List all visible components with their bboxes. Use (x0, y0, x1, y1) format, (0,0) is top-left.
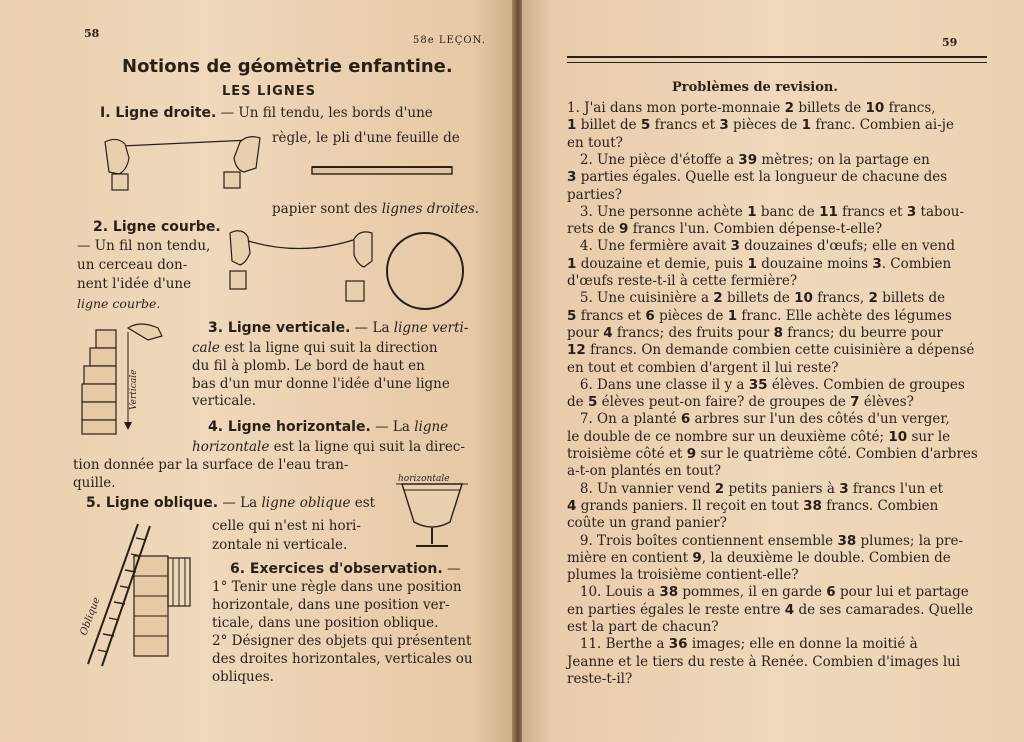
s1-text-1: — Un fil tendu, les bords d'une (220, 105, 433, 121)
problem-text: coûte un grand panier? (567, 515, 727, 532)
s3-text-2b: est la ligne qui suit la direction (219, 340, 438, 356)
s3-heading: 3. Ligne verticale. (208, 320, 351, 336)
problem-line (567, 481, 977, 498)
header-rule-top (567, 56, 987, 58)
problem-text: billets de (794, 100, 866, 116)
problem-text: 2. Une pièce d'étoffe a (567, 151, 739, 168)
problem-text: billets de (877, 290, 946, 307)
s6-line-4: 2° Désigner des objets qui présentent (212, 633, 472, 649)
s5-text-1b: ligne oblique (261, 495, 351, 511)
problem-line (567, 204, 977, 221)
problem-number: 38 (659, 584, 679, 601)
problem-text: rets de (567, 221, 620, 238)
page-number: 58 (84, 27, 100, 40)
problem-text: troisième côté et (567, 446, 687, 462)
s4-text-2a: horizontale (192, 439, 270, 455)
problem-text: francs. Combien (821, 497, 939, 514)
water-glass-illustration (392, 470, 472, 554)
problem-text: sur le quatrième côté. Combien d'arbres (696, 446, 978, 462)
s4-text-1a: — La (370, 419, 415, 435)
problem-line (567, 256, 977, 273)
problem-text: douzaines d'œufs; elle en vend (739, 238, 955, 255)
problem-text: de (567, 394, 588, 411)
s4-line-3: tion donnée par la surface de l'eau tran- (73, 457, 349, 473)
problem-text: franc. Elle achète des légumes (737, 307, 952, 324)
s3-line-3: du fil à plomb. Le bord de haut en (192, 358, 425, 374)
oblique-label: Oblique (78, 595, 103, 638)
problem-text: billets de (722, 290, 795, 307)
problem-line (567, 584, 977, 601)
problem-line (567, 221, 977, 238)
problem-text: 6. Dans une classe il y a (567, 376, 749, 393)
page-title: Notions de géomètrie enfantine. (122, 56, 453, 77)
problem-number: 12 (567, 342, 586, 359)
s2-line-2: un cerceau don- (77, 257, 188, 273)
problem-text: francs, (884, 100, 936, 116)
problem-line (567, 533, 977, 550)
problem-text: reste-t-il? (567, 670, 633, 687)
problem-text: pour lui et partage (835, 584, 969, 601)
s6-line-2: horizontale, dans une position ver- (212, 597, 450, 613)
problem-text: mière en contient (567, 549, 693, 566)
problem-line (567, 117, 977, 134)
problem-number: 2 (713, 290, 723, 307)
problem-number: 8 (773, 324, 784, 341)
problem-number: 4 (567, 497, 577, 514)
problem-text: élèves? (859, 394, 914, 411)
problem-text: francs et (650, 117, 720, 134)
problem-line (567, 446, 977, 463)
problem-number: 9 (686, 446, 697, 462)
s6-line-3: ticale, dans une position oblique. (212, 615, 439, 631)
problem-line (567, 152, 977, 169)
problem-number: 39 (738, 151, 758, 168)
problem-text: tabou- (916, 203, 965, 220)
s3-text-1b: ligne verti- (393, 320, 469, 336)
problem-text: de ses camarades. Quelle (794, 601, 974, 618)
s3-text-1a: — La (350, 320, 394, 336)
problem-line (567, 325, 977, 342)
problem-text: pièces de (728, 117, 802, 134)
problem-line (567, 342, 977, 359)
right-page (522, 0, 1024, 742)
problem-line (567, 411, 977, 428)
problem-text: 9. Trois boîtes contiennent ensemble (567, 532, 838, 549)
problem-line (567, 377, 977, 394)
s1-text-3: papier sont des (272, 201, 382, 217)
problem-number: 3 (567, 169, 577, 186)
problem-number: 38 (803, 497, 822, 514)
s6-line-0 (230, 560, 460, 578)
s3-line-2 (192, 339, 438, 357)
problem-text: francs l'un et (848, 480, 943, 497)
problem-number: 9 (692, 549, 702, 566)
problem-text: Jeanne et le tiers du reste à Renée. Combien d'images lui (567, 653, 961, 670)
problem-number: 5 (567, 307, 577, 324)
problem-text: en parties égales le reste entre (567, 601, 785, 618)
problem-line (567, 498, 977, 515)
problem-number: 3 (730, 238, 740, 255)
problem-line (567, 550, 977, 567)
s6-heading: 6. Exercices d'observation. (230, 561, 443, 577)
problem-text: images; elle en donne la moitié à (687, 636, 918, 653)
problem-line (567, 187, 977, 204)
s1-line-2: règle, le pli d'une feuille de (272, 130, 460, 146)
s5-line-2: celle qui n'est ni hori- (212, 518, 361, 534)
s3-text-2a: cale (192, 340, 220, 356)
problem-text: francs. On demande combien cette cuisinière a dépensé (585, 342, 975, 359)
problem-text: a-t-on plantés en tout? (567, 463, 721, 480)
problem-line (567, 463, 977, 480)
s6-dash: — (442, 561, 461, 577)
s4-text-1b: ligne (414, 419, 449, 435)
problem-text: en tout? (567, 134, 623, 151)
problem-line (567, 360, 977, 377)
s4-line-2 (192, 438, 465, 456)
problem-text: mètres; on la partage en (757, 151, 930, 168)
problem-text: parties? (567, 186, 623, 203)
taut-string-illustration (100, 130, 270, 200)
problem-text: grands paniers. Il reçoit en tout (576, 497, 804, 514)
problem-line (567, 273, 977, 290)
problem-number: 35 (748, 376, 768, 393)
s4-line-1 (208, 418, 448, 436)
problem-text: plumes; la pre- (856, 532, 964, 549)
problem-text: plumes la troisième contient-elle? (567, 567, 799, 584)
problem-line (567, 429, 977, 446)
header-rule-bottom (567, 62, 987, 63)
problem-text: francs et (837, 203, 907, 220)
problem-number: 3 (719, 117, 729, 134)
problem-number: 36 (668, 636, 688, 653)
running-head: 58e LEÇON. (413, 35, 486, 46)
s4-heading: 4. Ligne horizontale. (208, 419, 371, 435)
problem-text: banc de (756, 203, 820, 220)
problem-number: 1 (747, 203, 757, 220)
problem-text: pour (567, 324, 604, 341)
s3-line-5: verticale. (192, 393, 257, 409)
problem-line (567, 567, 977, 584)
problem-number: 1 (567, 255, 577, 272)
problem-text: 8. Un vannier vend (567, 480, 715, 497)
section-subtitle: LES LIGNES (222, 84, 316, 99)
problem-line (567, 290, 977, 307)
problem-text: petits paniers à (724, 480, 840, 497)
s6-line-1: 1° Tenir une règle dans une position (212, 579, 462, 595)
problem-number: 1 (567, 117, 577, 134)
problem-text: 7. On a planté (567, 411, 681, 428)
problem-text: , la deuxième le double. Combien de (701, 549, 951, 566)
problem-text: élèves. Combien de groupes (767, 376, 965, 393)
problem-number: 2 (868, 290, 878, 307)
verticale-label: Verticale (129, 369, 139, 410)
problem-line (567, 671, 977, 688)
problem-text: francs; du beurre pour (783, 324, 943, 341)
problem-line (567, 636, 977, 653)
problem-number: 2 (784, 100, 795, 116)
problem-number: 4 (784, 601, 795, 618)
problem-line (567, 515, 977, 532)
s6-line-5: des droites horizontales, verticales ou (212, 651, 473, 667)
problem-text: francs l'un. Combien dépense-t-elle? (628, 221, 883, 238)
problem-number: 10 (865, 100, 885, 116)
page-number-right: 59 (942, 36, 958, 49)
problem-line (567, 308, 977, 325)
problem-number: 1 (727, 307, 738, 324)
problem-text: sur le (907, 428, 951, 445)
plumb-line-illustration (80, 322, 180, 440)
s4-text-2b: est la ligne qui suit la direc- (269, 439, 465, 455)
problem-number: 1 (801, 117, 812, 134)
problem-line (567, 394, 977, 411)
problem-text: d'œufs reste-t-il à cette fermière? (567, 273, 798, 289)
s2-heading: 2. Ligne courbe. (93, 219, 221, 235)
s5-line-3: zontale ni verticale. (212, 537, 348, 553)
problem-number: 3 (906, 203, 917, 220)
problem-line (567, 619, 977, 636)
s5-text-1a: — La (218, 495, 262, 511)
problem-text: billet de (576, 117, 641, 134)
problem-text: est la part de chacun? (567, 619, 719, 635)
problem-text: 11. Berthe a (567, 636, 669, 653)
problem-text: douzaine et demie, puis (576, 255, 748, 272)
problem-number: 3 (872, 255, 882, 272)
problem-line (567, 602, 977, 619)
problem-text: francs et (576, 307, 646, 324)
s1-italic: lignes droites. (381, 201, 480, 217)
problems-title: Problèmes de revision. (672, 80, 838, 95)
problem-text: francs; des fruits pour (612, 324, 774, 341)
problem-text: franc. Combien ai-je (811, 117, 954, 134)
s5-heading: 5. Ligne oblique. (86, 495, 219, 511)
s1-heading: I. Ligne droite. (100, 105, 217, 121)
problem-text: . Combien (881, 255, 952, 272)
s6-line-6: obliques. (212, 669, 274, 685)
problem-number: 3 (839, 480, 849, 497)
problem-text: le double de ce nombre sur un deuxième côté; (567, 428, 889, 445)
s2-line-3: nent l'idée d'une (77, 276, 192, 292)
s5-text-1c: est (350, 495, 376, 511)
s1-line-3 (272, 200, 479, 218)
problem-line (567, 100, 977, 117)
problem-text: francs, (812, 290, 869, 307)
problem-text: 3. Une personne achète (567, 203, 748, 220)
problem-number: 10 (888, 428, 908, 445)
problem-number: 10 (794, 290, 813, 307)
s1-line-1 (100, 104, 433, 122)
problem-number: 2 (714, 480, 725, 497)
problem-text: 4. Une fermière avait (567, 238, 731, 255)
horizontale-label: horizontale (398, 474, 450, 484)
problem-text: pièces de (654, 307, 728, 324)
problem-number: 9 (619, 221, 629, 238)
problem-text: élèves peut-on faire? de groupes de (597, 394, 851, 411)
problem-number: 5 (587, 394, 598, 411)
s2-line-1: — Un fil non tendu, (77, 238, 211, 254)
problem-number: 38 (837, 532, 857, 549)
s3-line-4: bas d'un mur donne l'idée d'une ligne (192, 376, 450, 392)
problem-number: 1 (747, 255, 757, 272)
ladder-illustration (76, 520, 206, 670)
problem-text: parties égales. Quelle est la longueur de chacune des (576, 169, 948, 186)
problem-text: arbres sur l'un des côtés d'un verger, (690, 411, 950, 428)
problem-text: 10. Louis a (567, 584, 660, 601)
problem-number: 5 (640, 117, 651, 134)
problem-text: douzaine moins (756, 255, 873, 272)
problem-text: 5. Une cuisinière a (567, 290, 714, 307)
problem-line (567, 169, 977, 186)
problem-line (567, 654, 977, 671)
problem-number: 6 (826, 584, 836, 601)
problem-text: 1. J'ai dans mon porte-monnaie (567, 100, 785, 116)
problem-number: 11 (819, 203, 838, 220)
problem-number: 6 (680, 411, 691, 428)
slack-string-illustration (222, 225, 472, 315)
problem-line (567, 238, 977, 255)
problem-number: 7 (850, 394, 860, 411)
problem-text: pommes, il en garde (678, 584, 827, 601)
problem-number: 6 (645, 307, 655, 324)
problem-line (567, 135, 977, 152)
problem-number: 4 (603, 324, 613, 341)
problem-text: en tout et combien d'argent il lui reste? (567, 359, 839, 376)
ruler-illustration (310, 164, 460, 178)
s4-line-4: quille. (73, 475, 116, 491)
s5-line-1 (86, 494, 375, 512)
s2-line-4: ligne courbe. (77, 296, 161, 311)
s3-line-1 (208, 319, 468, 337)
